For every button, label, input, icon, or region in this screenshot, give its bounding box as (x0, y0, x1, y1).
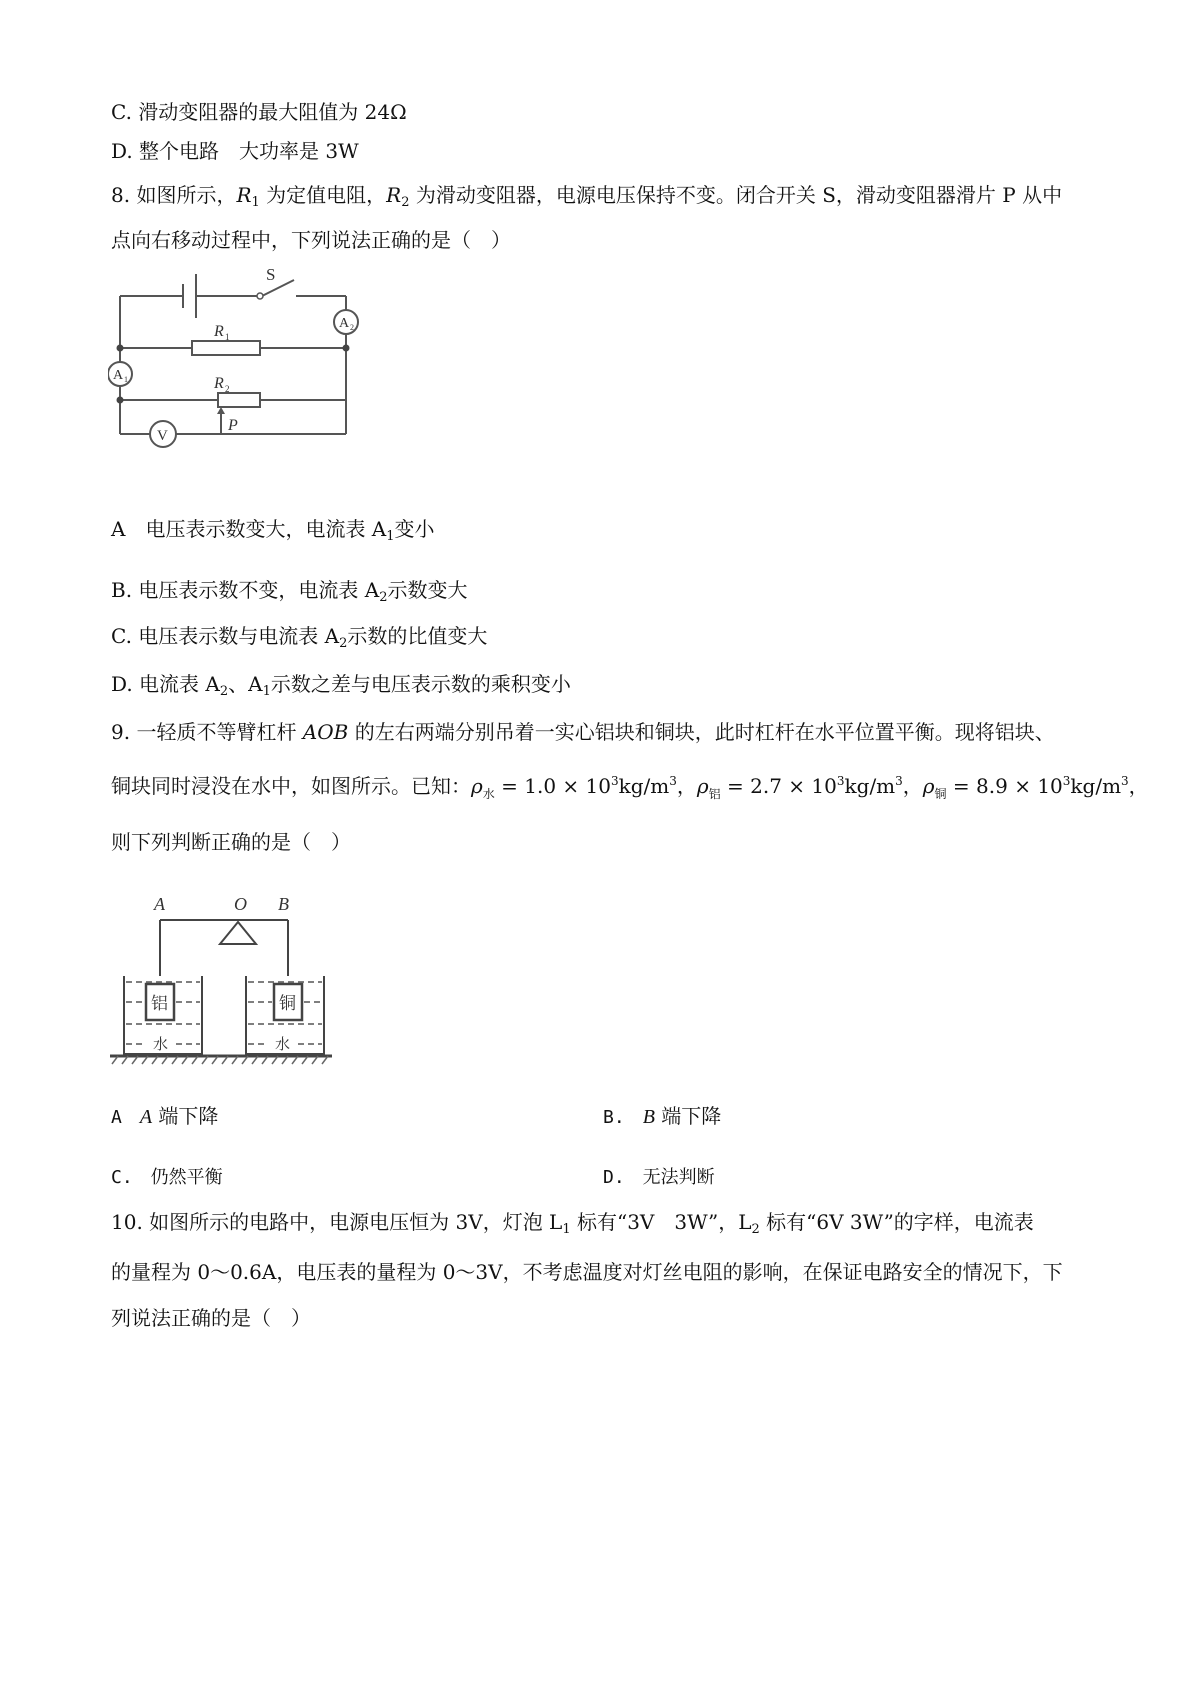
q9-stem-line1: 9. 一轻质不等臂杠杆 AOB 的左右两端分别吊着一实心铝块和铜块，此时杠杆在水平位置平衡。现将铝块、 (111, 720, 1055, 744)
r2-sub: 2 (225, 384, 230, 394)
q10-stem-line1: 10. 如图所示的电路中，电源电压恒为 3V，灯泡 $L_1$ 标有“3V 3W”，$L_2$ 标有“6V 3W”的字样，电流表 (111, 1210, 1034, 1237)
switch-label: S (266, 265, 276, 284)
q7-option-c: C. 滑动变阻器的最大阻值为 24Ω (111, 100, 407, 124)
q8-stem-line1: 8. 如图所示，$R_1$ 为定值电阻，$R_2$ 为滑动变阻器，电源电压保持不变。闭合开关 S，滑动变阻器滑片 P 从中 (111, 183, 1063, 210)
r2-label: R (214, 375, 224, 392)
q9-stem-line3: 则下列判断正确的是（ ） (111, 830, 351, 854)
q8-option-b: B. 电压表示数不变，电流表 $A_2$示数变大 (111, 578, 468, 605)
lever-end-a-label: A (154, 894, 165, 914)
q9-stem-line2: 铜块同时浸没在水中，如图所示。已知：$\rho_水 = 1.0 \times 10^3kg/m^3$，$\rho_铝 = 2.7 \times 10^3kg/m^3$，$\rho_铜 = 8.9 \times 10^3kg/m^3$， (111, 774, 1149, 801)
r1-label: R (214, 323, 224, 340)
ammeter-a2-sub: 2 (350, 323, 354, 332)
q7-option-d: D. 整个电路 大功率是 3W (111, 139, 359, 163)
q9-lever-diagram (106, 888, 336, 1068)
q8-option-c: C. 电压表示数与电流表 $A_2$示数的比值变大 (111, 624, 488, 651)
slider-p-label: P (228, 417, 238, 434)
q9-option-c: C. 仍然平衡 (111, 1167, 223, 1188)
q8-option-a: A 电压表示数变大，电流表 $A_1$变小 (111, 517, 435, 544)
lever-end-b-label: B (278, 894, 289, 914)
r1-sub: 1 (225, 332, 230, 342)
ammeter-a1-label: A (113, 368, 124, 383)
water-right-label: 水 (275, 1035, 291, 1053)
q8-circuit-diagram (108, 262, 398, 488)
ammeter-a1-sub: 1 (124, 375, 128, 384)
q9-option-d: D. 无法判断 (603, 1167, 715, 1188)
copper-block-label: 铜 (279, 994, 296, 1014)
water-left-label: 水 (153, 1035, 169, 1053)
voltmeter-label: V (157, 428, 168, 444)
q8-stem-line2: 点向右移动过程中，下列说法正确的是（ ） (111, 228, 511, 252)
q10-stem-line3: 列说法正确的是（ ） (111, 1306, 311, 1330)
q9-option-b: B. B 端下降 (603, 1104, 722, 1128)
q8-option-d: D. 电流表 $A_2$、$A_1$示数之差与电压表示数的乘积变小 (111, 672, 571, 699)
pivot-o-label: O (234, 894, 247, 914)
q10-stem-line2: 的量程为 0～0.6A，电压表的量程为 0～3V，不考虑温度对灯丝电阻的影响，在保证电路安全的情况下，下 (111, 1260, 1063, 1284)
ammeter-a2-label: A (339, 316, 350, 331)
aluminum-block-label: 铝 (151, 994, 168, 1014)
q9-option-a: A A 端下降 (111, 1104, 219, 1128)
